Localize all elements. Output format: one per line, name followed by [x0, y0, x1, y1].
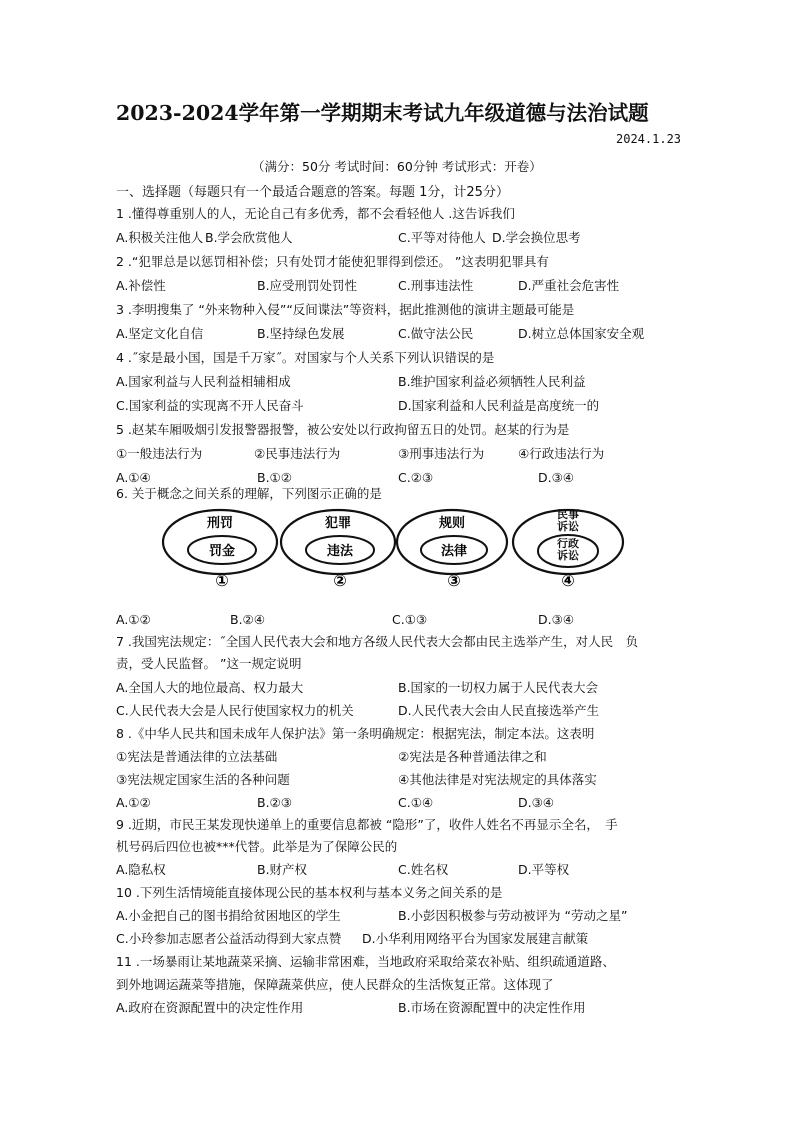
question-stem: 10 .下列生活情境能直接体现公民的基本权利与基本义务之间关系的是 [116, 885, 503, 900]
question-stem: 3 .李明搜集了 “外来物种入侵”“反间谍法”等资料，据此推测他的演讲主题最可能是 [116, 302, 575, 317]
statement-4: ④其他法律是对宪法规定的具体落实 [398, 772, 597, 787]
option-a: A.坚定文化自信 [116, 326, 204, 341]
diagram-number: ③ [447, 571, 461, 588]
option-b: B.应受刑罚处罚性 [257, 278, 358, 293]
diagram-3 [397, 510, 507, 588]
option-b: B.②④ [230, 612, 265, 627]
option-b: B.国家的一切权力属于人民代表大会 [398, 680, 599, 695]
option-b: B.市场在资源配置中的决定性作用 [398, 1000, 586, 1015]
option-d: D.严重社会危害性 [518, 278, 620, 293]
statement-3: ③宪法规定国家生活的各种问题 [116, 772, 290, 787]
statement-2: ②民事违法行为 [254, 446, 341, 461]
question-stem-cont: 机号码后四位也被***代替。此举是为了保障公民的 [116, 839, 398, 854]
option-b: B.小彭因积极参与劳动被评为 “劳动之星” [398, 908, 628, 923]
option-a: A.小金把自己的图书捐给贫困地区的学生 [116, 908, 341, 923]
inner-label: 法律 [440, 544, 468, 559]
option-a: A.①② [116, 795, 151, 810]
inner-label: 违法 [326, 544, 354, 559]
outer-label: 民事诉讼 [557, 509, 579, 533]
diagram-4 [513, 509, 623, 588]
option-d: D.③④ [518, 795, 555, 810]
option-a: A.补偿性 [116, 278, 166, 293]
statement-4: ④行政违法行为 [518, 446, 605, 461]
question-stem: 6. 关于概念之间关系的理解，下列图示正确的是 [116, 486, 382, 501]
exam-info: （满分：50分 考试时间：60分钟 考试形式：开卷） [252, 159, 542, 174]
option-a: A.国家利益与人民利益相辅相成 [116, 374, 291, 389]
option-c: C.小玲参加志愿者公益活动得到大家点赞 [116, 931, 342, 946]
option-c: C.②③ [398, 470, 434, 485]
question-stem: 5 .赵某车厢吸烟引发报警器报警，被公安处以行政拘留五日的处罚。赵某的行为是 [116, 422, 570, 437]
question-stem: 4 .˝家是最小国，国是千万家˝。对国家与个人关系下列认识错误的是 [116, 350, 495, 365]
statement-2: ②宪法是各种普通法律之和 [398, 749, 547, 764]
option-a: A.①② [116, 612, 151, 627]
question-stem: 1 .懂得尊重别人的人，无论自己有多优秀，都不会看轻他人 .这告诉我们 [116, 206, 515, 221]
question-stem: 9 .近期，市民王某发现快递单上的重要信息都被 “隐形”了，收件人姓名不再显示全名， 手 [116, 817, 618, 832]
question-stem-cont: 责，受人民监督。 ”这一规定说明 [116, 656, 302, 671]
concept-diagrams [160, 506, 630, 588]
option-d: D.学会换位思考 [492, 230, 581, 245]
option-b: B.②③ [257, 795, 292, 810]
diagram-number: ② [333, 571, 347, 588]
option-d: D.③④ [538, 612, 575, 627]
diagram-1 [163, 510, 277, 588]
question-stem: 11 .一场暴雨让某地蔬菜采摘、运输非常困难，当地政府采取给菜农补贴、组织疏通道路、 [116, 954, 615, 969]
section-heading: 一、选择题（每题只有一个最适合题意的答案。每题 1分，计25分） [116, 185, 509, 200]
question-stem: 8 .《中华人民共和国未成年人保护法》第一条明确规定：根据宪法，制定本法。这表明 [116, 726, 595, 741]
diagram-number: ① [215, 571, 229, 588]
statement-3: ③刑事违法行为 [398, 446, 485, 461]
outer-label: 刑罚 [206, 516, 234, 531]
option-b: B.维护国家利益必须牺牲人民利益 [398, 374, 586, 389]
exam-title: 2023-2024学年第一学期期末考试九年级道德与法治试题 [116, 101, 649, 125]
option-d: D.树立总体国家安全观 [518, 326, 645, 341]
option-a: A.隐私权 [116, 862, 166, 877]
option-d: D.小华利用网络平台为国家发展建言献策 [362, 931, 589, 946]
question-stem: 7 .我国宪法规定：˝全国人民代表大会和地方各级人民代表大会都由民主选举产生，对人民 负 [116, 634, 639, 649]
statement-1: ①一般违法行为 [116, 446, 203, 461]
option-c: C.人民代表大会是人民行使国家权力的机关 [116, 703, 354, 718]
option-c: C.做守法公民 [398, 326, 474, 341]
inner-label: 行政诉讼 [557, 538, 579, 562]
option-c: C.平等对待他人 [398, 230, 486, 245]
option-a: A.①④ [116, 470, 151, 485]
option-d: D.③④ [538, 470, 575, 485]
option-a: A.全国人大的地位最高、权力最大 [116, 680, 304, 695]
option-c: C.①④ [398, 795, 434, 810]
statement-1: ①宪法是普通法律的立法基础 [116, 749, 278, 764]
option-c: C.①③ [392, 612, 428, 627]
exam-date: 2024.1.23 [616, 132, 682, 146]
option-b: B.学会欣赏他人 [205, 230, 293, 245]
outer-label: 犯罪 [324, 516, 352, 531]
diagram-number: ④ [561, 571, 575, 588]
option-c: C.姓名权 [398, 862, 449, 877]
outer-label: 规则 [438, 516, 466, 531]
option-d: D.国家利益和人民利益是高度统一的 [398, 398, 600, 413]
option-c: C.刑事违法性 [398, 278, 474, 293]
question-stem: 2 .“犯罪总是以惩罚相补偿；只有处罚才能使犯罪得到偿还。 ”这表明犯罪具有 [116, 254, 549, 269]
option-b: B.①② [257, 470, 292, 485]
option-d: D.平等权 [518, 862, 570, 877]
diagram-2 [281, 510, 395, 588]
option-d: D.人民代表大会由人民直接选举产生 [398, 703, 600, 718]
option-a: A.积极关注他人 [116, 230, 204, 245]
question-stem-cont: 到外地调运蔬菜等措施，保障蔬菜供应，使人民群众的生活恢复正常。这体现了 [116, 977, 554, 992]
inner-label: 罚金 [208, 544, 236, 559]
option-c: C.国家利益的实现离不开人民奋斗 [116, 398, 304, 413]
option-b: B.坚持绿色发展 [257, 326, 345, 341]
option-a: A.政府在资源配置中的决定性作用 [116, 1000, 304, 1015]
option-b: B.财产权 [257, 862, 308, 877]
